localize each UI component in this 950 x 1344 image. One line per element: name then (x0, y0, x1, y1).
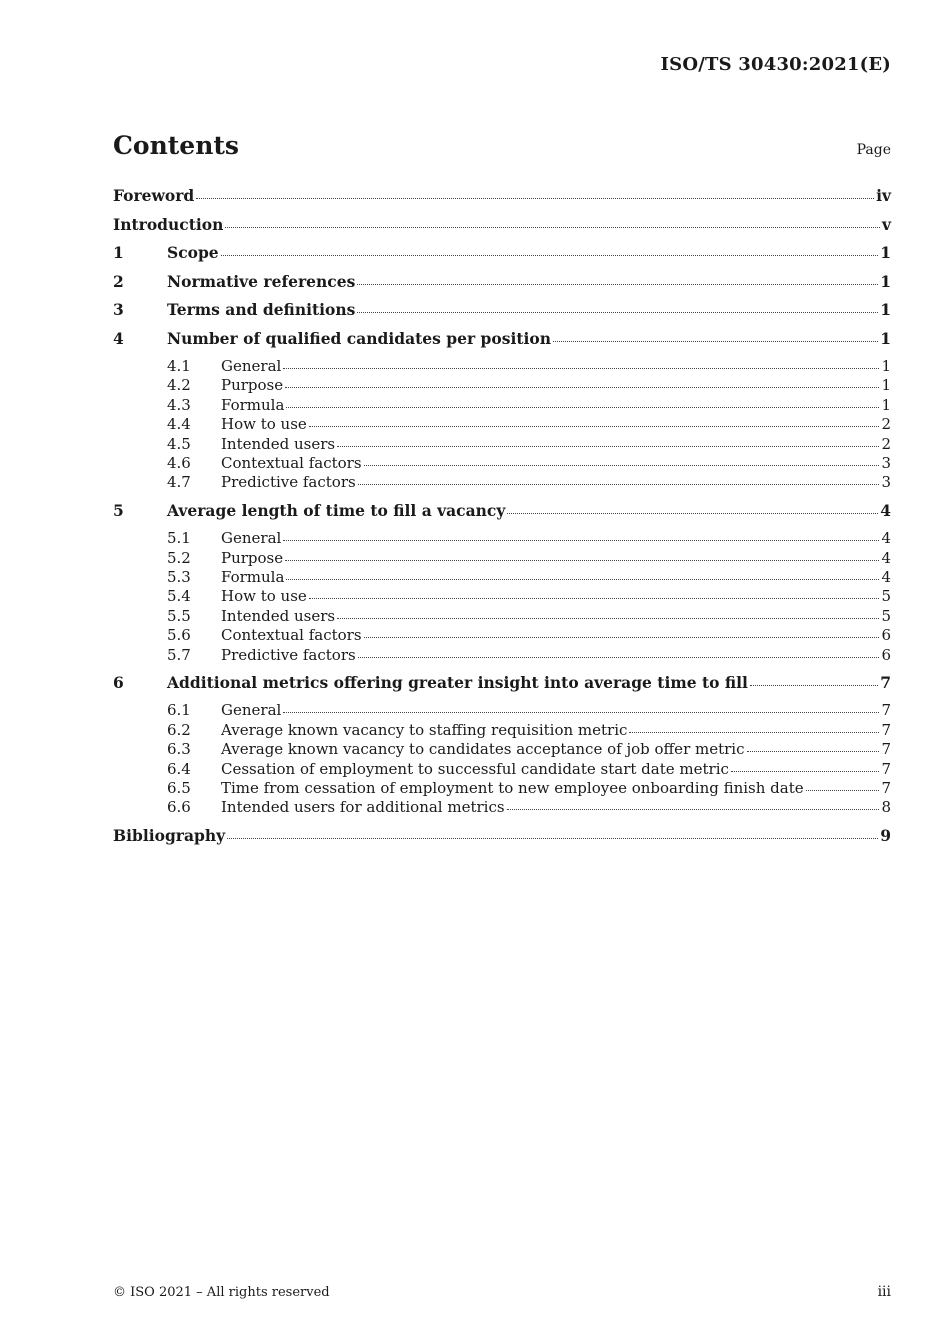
dot-leader (285, 559, 879, 561)
toc-entry-number: 4 (113, 328, 124, 348)
toc-entry-title: Purpose (221, 376, 284, 395)
toc-entry-title: Average known vacancy to candidates acceptance of job offer metric (221, 740, 745, 759)
toc-entry-page: 2 (881, 415, 891, 434)
dot-leader (629, 731, 879, 733)
toc-entry-title: Normative references (167, 271, 356, 291)
dot-leader (283, 367, 879, 369)
toc-entry-title: Intended users (221, 434, 336, 453)
dot-leader (337, 445, 879, 447)
dot-leader (358, 656, 880, 658)
toc-entry-page: 3 (881, 453, 891, 472)
toc-entry-page: 7 (881, 759, 891, 778)
dot-leader (283, 539, 879, 541)
toc-entry[interactable] (113, 760, 891, 779)
toc-entry-number: 6.1 (167, 701, 191, 720)
toc-entry-number: 4.5 (167, 434, 191, 453)
toc-entry[interactable] (113, 300, 891, 329)
toc-entry-number: 6.5 (167, 779, 191, 798)
toc-entry-title: General (221, 701, 282, 720)
toc-entry-number: 5.2 (167, 548, 191, 567)
toc-entry-page: 1 (881, 376, 891, 395)
dot-leader (225, 226, 880, 228)
table-of-contents (113, 186, 891, 854)
toc-entry-page: iv (876, 186, 891, 205)
toc-entry-title: Average length of time to fill a vacancy (167, 500, 506, 520)
toc-entry-page: 7 (880, 672, 891, 692)
toc-entry-title: Average known vacancy to staffing requisition metric (221, 720, 628, 739)
toc-entry-number: 3 (113, 300, 124, 319)
toc-entry-page: 4 (881, 548, 891, 567)
toc-entry-page: 1 (880, 328, 891, 348)
dot-leader (286, 578, 879, 580)
toc-entry-number: 5.6 (167, 626, 191, 645)
toc-entry[interactable] (113, 673, 891, 702)
dot-leader (806, 789, 880, 791)
toc-entry-title: Time from cessation of employment to new employee onboarding finish date (221, 779, 804, 798)
toc-entry-title: Cessation of employment to successful candidate start date metric (221, 759, 729, 778)
toc-entry[interactable] (113, 215, 891, 244)
toc-entry-title: How to use (221, 587, 307, 606)
dot-leader (357, 283, 878, 285)
toc-entry-number: 6.2 (167, 720, 191, 739)
toc-entry-page: 7 (881, 740, 891, 759)
toc-entry-number: 4.3 (167, 395, 191, 414)
toc-entry[interactable] (113, 415, 891, 434)
toc-entry-number: 5.5 (167, 606, 191, 625)
dot-leader (227, 837, 878, 839)
toc-entry-title: Additional metrics offering greater insight into average time to fill (167, 672, 748, 692)
toc-entry-number: 5 (113, 500, 124, 520)
toc-entry[interactable] (113, 396, 891, 415)
page-column-label: Page (856, 142, 891, 158)
toc-entry-number: 4.6 (167, 453, 191, 472)
toc-entry[interactable] (113, 454, 891, 473)
toc-entry[interactable] (113, 626, 891, 645)
toc-entry-title: Predictive factors (221, 473, 356, 492)
footer-copyright: © ISO 2021 – All rights reserved (113, 1285, 330, 1300)
dot-leader (553, 340, 878, 342)
toc-entry-title: Formula (221, 395, 285, 414)
toc-entry-page: 5 (881, 606, 891, 625)
toc-entry-page: 1 (880, 271, 891, 291)
dot-leader (750, 684, 878, 686)
toc-entry-number: 4.1 (167, 357, 191, 375)
toc-entry-page: 6 (881, 645, 891, 664)
toc-entry-number: 4.2 (167, 376, 191, 395)
toc-entry-page: 5 (881, 587, 891, 606)
toc-entry[interactable] (113, 646, 891, 665)
toc-entry-page: 1 (880, 243, 891, 262)
toc-entry-page: 1 (881, 395, 891, 414)
contents-heading: Contents (113, 131, 240, 160)
toc-entry-page: 4 (881, 568, 891, 587)
dot-leader (358, 483, 880, 485)
toc-entry-title: Contextual factors (221, 453, 362, 472)
toc-entry-page: 3 (881, 473, 891, 492)
toc-entry[interactable] (113, 243, 891, 272)
toc-entry-number: 6.3 (167, 740, 191, 759)
toc-entry-number: 5.1 (167, 529, 191, 548)
toc-entry-number: 1 (113, 243, 124, 262)
toc-entry[interactable] (113, 587, 891, 606)
toc-entry-title: Purpose (221, 548, 284, 567)
toc-entry-page: 4 (880, 500, 891, 520)
toc-entry-title: Contextual factors (221, 626, 362, 645)
dot-leader (309, 425, 880, 427)
dot-leader (285, 386, 879, 388)
toc-entry-number: 4.4 (167, 415, 191, 434)
footer-page-number: iii (877, 1284, 891, 1300)
toc-entry-title: Scope (167, 243, 219, 262)
toc-entry[interactable] (113, 568, 891, 587)
toc-entry-number: 6.4 (167, 759, 191, 778)
toc-entry[interactable] (113, 740, 891, 759)
toc-entry-page: 7 (881, 779, 891, 798)
toc-entry-page: v (881, 214, 891, 234)
toc-entry-number: 6 (113, 672, 124, 692)
toc-entry-title: Introduction (113, 214, 224, 234)
toc-entry-number: 5.3 (167, 568, 191, 587)
toc-entry-title: Terms and definitions (167, 300, 356, 319)
toc-entry[interactable] (113, 473, 891, 492)
toc-entry[interactable] (113, 501, 891, 530)
toc-entry-title: Intended users (221, 606, 336, 625)
toc-entry[interactable] (113, 549, 891, 568)
toc-entry-number: 4.7 (167, 473, 191, 492)
toc-entry-title: Predictive factors (221, 645, 356, 664)
dot-leader (286, 406, 879, 408)
toc-entry-page: 1 (880, 300, 891, 319)
toc-entry-page: 9 (880, 825, 891, 845)
toc-entry-number: 5.4 (167, 587, 191, 606)
toc-entry[interactable] (113, 721, 891, 740)
toc-entry[interactable] (113, 186, 891, 215)
toc-entry-page: 2 (881, 434, 891, 453)
toc-entry-title: Formula (221, 568, 285, 587)
toc-entry-number: 2 (113, 271, 124, 291)
toc-entry[interactable] (113, 826, 891, 855)
toc-entry[interactable] (113, 798, 891, 817)
dot-leader (364, 464, 880, 466)
dot-leader (309, 597, 880, 599)
toc-entry-page: 4 (881, 529, 891, 548)
toc-entry-page: 8 (881, 798, 891, 817)
dot-leader (507, 512, 878, 514)
dot-leader (507, 808, 880, 810)
toc-entry-page: 7 (881, 701, 891, 720)
toc-entry[interactable] (113, 529, 891, 548)
dot-leader (337, 617, 879, 619)
toc-entry-page: 1 (881, 357, 891, 375)
toc-entry-title: Number of qualified candidates per position (167, 328, 552, 348)
toc-entry-number: 5.7 (167, 645, 191, 664)
dot-leader (283, 711, 879, 713)
toc-entry-title: General (221, 529, 282, 548)
dot-leader (364, 636, 880, 638)
toc-entry[interactable] (113, 607, 891, 626)
toc-entry[interactable] (113, 329, 891, 358)
document-id: ISO/TS 30430:2021(E) (660, 54, 891, 75)
toc-entry-title: Intended users for additional metrics (221, 798, 505, 817)
toc-entry[interactable] (113, 272, 891, 301)
toc-entry[interactable] (113, 779, 891, 798)
toc-entry-page: 6 (881, 626, 891, 645)
toc-entry-page: 7 (881, 720, 891, 739)
toc-entry-title: Foreword (113, 186, 195, 205)
toc-entry-title: General (221, 357, 282, 375)
toc-entry[interactable] (113, 357, 891, 376)
dot-leader (731, 770, 880, 772)
toc-entry[interactable] (113, 701, 891, 720)
dot-leader (357, 311, 878, 313)
dot-leader (747, 750, 880, 752)
toc-entry[interactable] (113, 435, 891, 454)
toc-entry-title: Bibliography (113, 825, 226, 845)
dot-leader (221, 254, 879, 256)
toc-entry-title: How to use (221, 415, 307, 434)
dot-leader (196, 197, 874, 199)
toc-entry[interactable] (113, 376, 891, 395)
toc-entry-number: 6.6 (167, 798, 191, 817)
